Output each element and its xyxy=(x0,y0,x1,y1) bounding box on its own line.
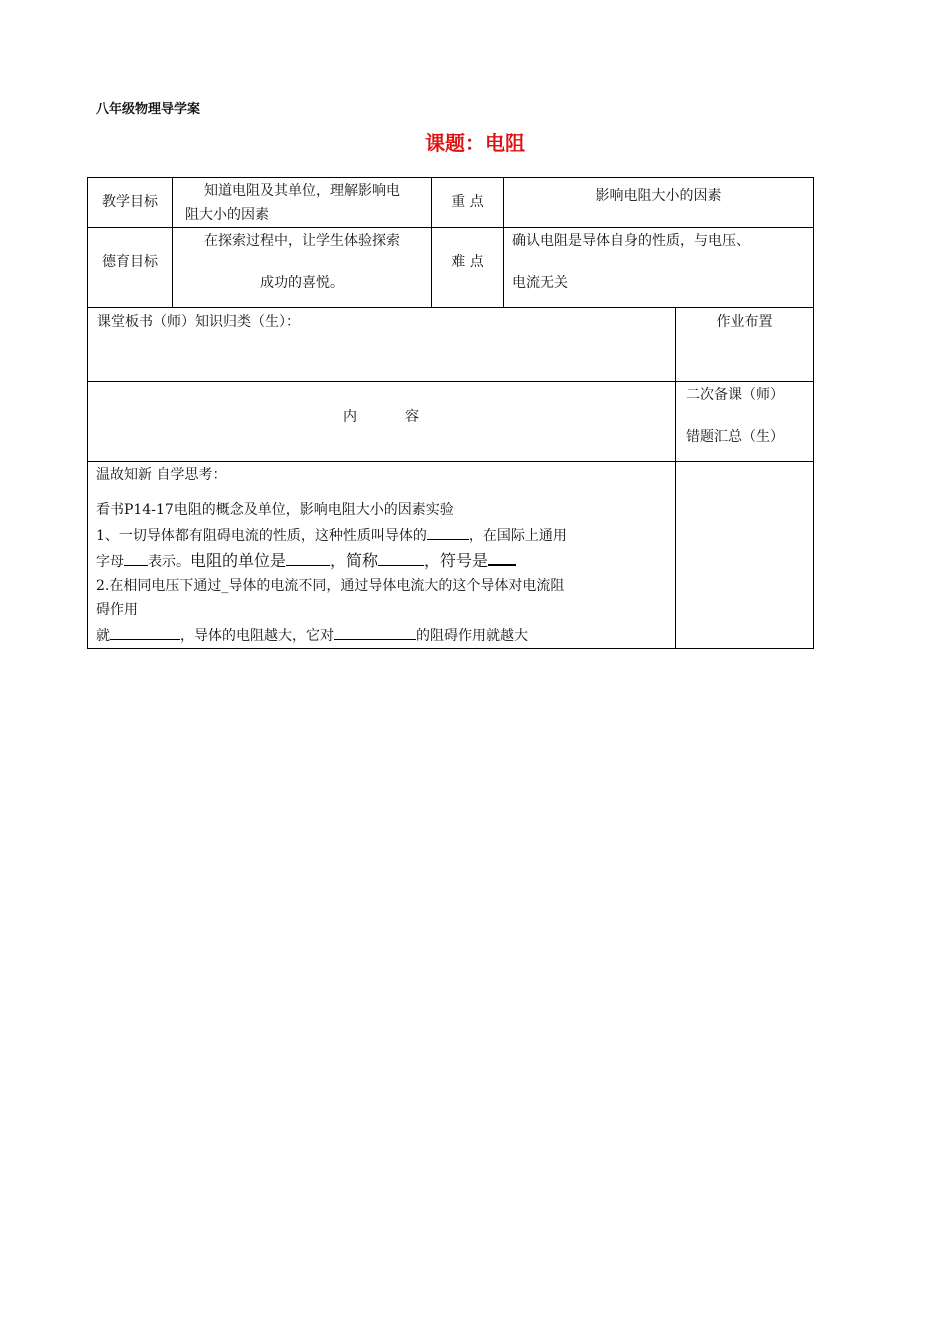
section-title: 温故知新 自学思考： xyxy=(96,467,227,483)
row-divider xyxy=(87,227,814,228)
question-2-line3 xyxy=(96,623,671,648)
answer-blank[interactable] xyxy=(124,549,148,566)
difficulty-text-line2: 电流无关 xyxy=(512,275,568,291)
question-1-text: 表示。 xyxy=(148,554,190,570)
document-header-note: 八年级物理导学案 xyxy=(96,102,201,117)
second-prep-label: 二次备课（师） xyxy=(686,387,784,403)
question-1-text: ，在国际上通用 xyxy=(468,528,567,544)
teaching-goal-text-line1: 知道电阻及其单位，理解影响电 xyxy=(204,183,400,199)
answer-blank[interactable] xyxy=(110,623,180,640)
reading-instruction: 看书P14-17电阻的概念及单位，影响电阻大小的因素实验 xyxy=(96,502,454,518)
board-notes-label: 课堂板书（师）知识归类（生）： xyxy=(97,314,300,330)
row-divider xyxy=(87,381,814,382)
content-label-char2: 容 xyxy=(405,409,419,425)
key-point-text: 影响电阻大小的因素 xyxy=(595,188,722,204)
answer-blank[interactable] xyxy=(378,549,424,566)
row-divider xyxy=(87,648,814,649)
question-2-text: ，导体的电阻越大，它对 xyxy=(180,628,334,644)
question-1-text: ，简称 xyxy=(330,551,379,570)
page-title: 课题：电阻 xyxy=(425,131,525,155)
difficulty-text-line1: 确认电阻是导体自身的性质，与电压、 xyxy=(512,233,750,249)
question-2-text: 的阻碍作用就越大 xyxy=(416,628,528,644)
homework-label: 作业布置 xyxy=(716,314,773,330)
question-1-text: 字母 xyxy=(96,554,124,570)
column-divider xyxy=(675,461,676,649)
key-point-label: 重 点 xyxy=(451,194,484,210)
question-2-line2: 碍作用 xyxy=(96,602,138,618)
error-summary-label: 错题汇总（生） xyxy=(686,429,784,445)
question-1-line1 xyxy=(96,523,671,548)
teaching-goal-text-line2: 阻大小的因素 xyxy=(185,207,269,223)
answer-blank[interactable] xyxy=(286,549,330,566)
question-1-text: ，符号是 xyxy=(424,551,489,570)
answer-blank[interactable] xyxy=(488,548,516,566)
question-1-line2 xyxy=(96,548,671,574)
moral-goal-text-line2: 成功的喜悦。 xyxy=(260,275,344,291)
question-2-line1: 2.在相同电压下通过_导体的电流不同，通过导体电流大的这个导体对电流阻 xyxy=(96,578,565,594)
moral-goal-text-line1: 在探索过程中，让学生体验探索 xyxy=(204,233,400,249)
difficulty-label: 难 点 xyxy=(451,254,484,270)
teaching-goal-label: 教学目标 xyxy=(102,194,158,210)
content-label-char1: 内 xyxy=(343,409,357,425)
column-divider xyxy=(87,461,88,649)
question-2-text: 就 xyxy=(96,628,110,644)
answer-blank[interactable] xyxy=(334,623,416,640)
answer-blank[interactable] xyxy=(427,523,469,540)
question-1-text: 电阻的单位是 xyxy=(190,551,287,570)
moral-goal-label: 德育目标 xyxy=(102,254,158,270)
column-divider xyxy=(813,461,814,649)
question-1-text: 1、一切导体都有阻碍电流的性质，这种性质叫导体的 xyxy=(96,528,427,544)
